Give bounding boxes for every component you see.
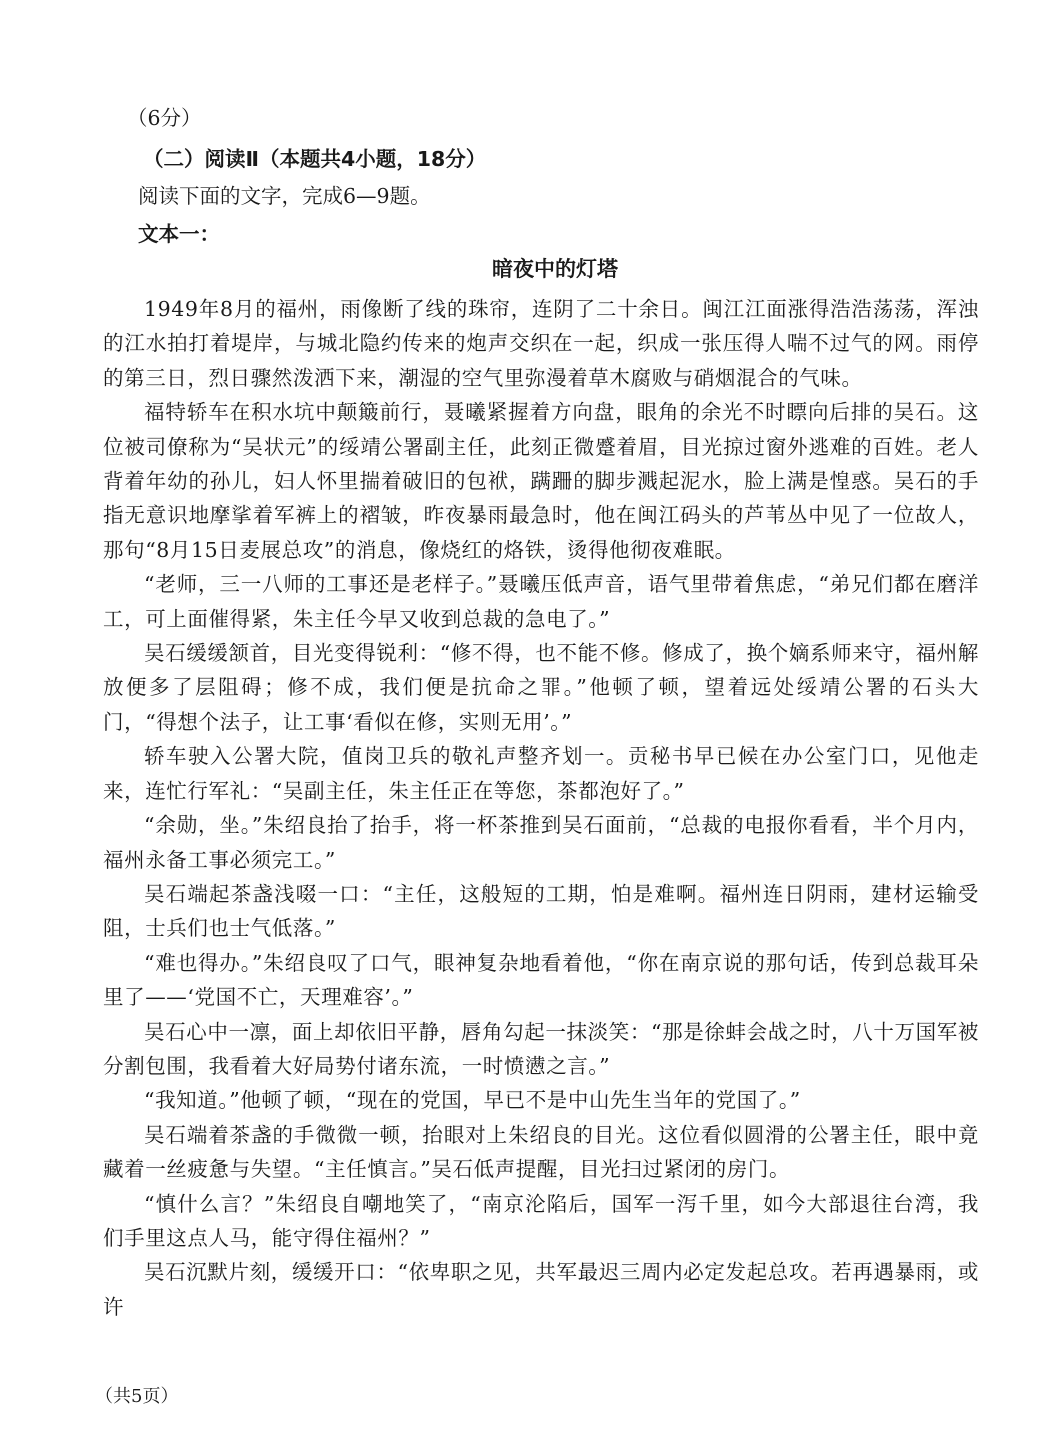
paragraph: “慎什么言？”朱绍良自嘲地笑了，“南京沦陷后，国军一泻千里，如今大部退往台湾，我们手里这点人马，能守得住福州？” — [103, 1191, 979, 1250]
paragraph: “老师，三一八师的工事还是老样子。”聂曦压低声音，语气里带着焦虑，“弟兄们都在磨洋工，可上面催得紧，朱主任今早又收到总裁的急电了。” — [103, 572, 979, 631]
paragraph: 吴石沉默片刻，缓缓开口：“依卑职之见，共军最迟三周内必定发起总攻。若再遇暴雨，或许 — [103, 1260, 979, 1319]
paragraph: 吴石缓缓颔首，目光变得锐利：“修不得，也不能不修。修成了，换个嫡系师来守，福州解放便多了层阻碍；修不成，我们便是抗命之罪。”他顿了顿，望着远处绥靖公署的石头大门，“得想个法子，让工事‘看似在修，实则无用’。” — [103, 641, 979, 734]
paragraph: “我知道。”他顿了顿，“现在的党国，早已不是中山先生当年的党国了。” — [144, 1088, 801, 1113]
page-count: （共5页） — [95, 1386, 179, 1407]
paragraph: 福特轿车在积水坑中颠簸前行，聂曦紧握着方向盘，眼角的余光不时瞟向后排的吴石。这位被司僚称为“吴状元”的绥靖公署副主任，此刻正微蹙着眉，目光掠过窗外逃难的百姓。老人背着年幼的孙儿，妇人怀里揣着破旧的包袱，蹒跚的脚步溅起泥水，脸上满是惶惑。吴石的手指无意识地摩挲着军裤上的褶皱，昨夜暴雨最急时，他在闽江码头的芦苇丛中见了一位故人，那句“8月15日麦展总攻”的消息，像烧红的烙铁，烫得他彻夜难眠。 — [103, 400, 979, 562]
article-body — [103, 292, 979, 1324]
score-note: （6分） — [127, 106, 202, 130]
section-heading: （二）阅读Ⅱ（本题共4小题，18分） — [143, 147, 487, 171]
paragraph: 吴石端起茶盏浅啜一口：“主任，这般短的工期，怕是难啊。福州连日阴雨，建材运输受阻，士兵们也士气低落。” — [103, 881, 979, 941]
paragraph: “难也得办。”朱绍良叹了口气，眼神复杂地看着他，“你在南京说的那句话，传到总裁耳朵里了——‘党国不亡，天理难容’。” — [103, 950, 979, 1010]
paragraph: 1949年8月的福州，雨像断了线的珠帘，连阴了二十余日。闽江江面涨得浩浩荡荡，浑浊的江水拍打着堤岸，与城北隐约传来的炮声交织在一起，织成一张压得人喘不过气的网。雨停的第三日，烈日骤然泼洒下来，潮湿的空气里弥漫着草木腐败与硝烟混合的气味。 — [103, 297, 979, 390]
paragraph: 吴石端着茶盏的手微微一顿，抬眼对上朱绍良的目光。这位看似圆滑的公署主任，眼中竟藏着一丝疲惫与失望。“主任慎言。”吴石低声提醒，目光扫过紧闭的房门。 — [103, 1122, 979, 1182]
paragraph: 吴石心中一凛，面上却依旧平静，唇角勾起一抹淡笑：“那是徐蚌会战之时，八十万国军被分割包围，我看着大好局势付诸东流，一时愤懑之言。” — [103, 1019, 979, 1078]
reading-instruction: 阅读下面的文字，完成6—9题。 — [138, 184, 431, 208]
article-title: 暗夜中的灯塔 — [492, 257, 618, 281]
paragraph: 轿车驶入公署大院，值岗卫兵的敬礼声整齐划一。贡秘书早已候在办公室门口，见他走来，连忙行军礼：“吴副主任，朱主任正在等您，茶都泡好了。” — [103, 744, 979, 803]
paragraph: “余勋，坐。”朱绍良抬了抬手，将一杯茶推到吴石面前，“总裁的电报你看看，半个月内，福州永备工事必须完工。” — [103, 813, 979, 872]
text-label: 文本一： — [138, 222, 220, 246]
